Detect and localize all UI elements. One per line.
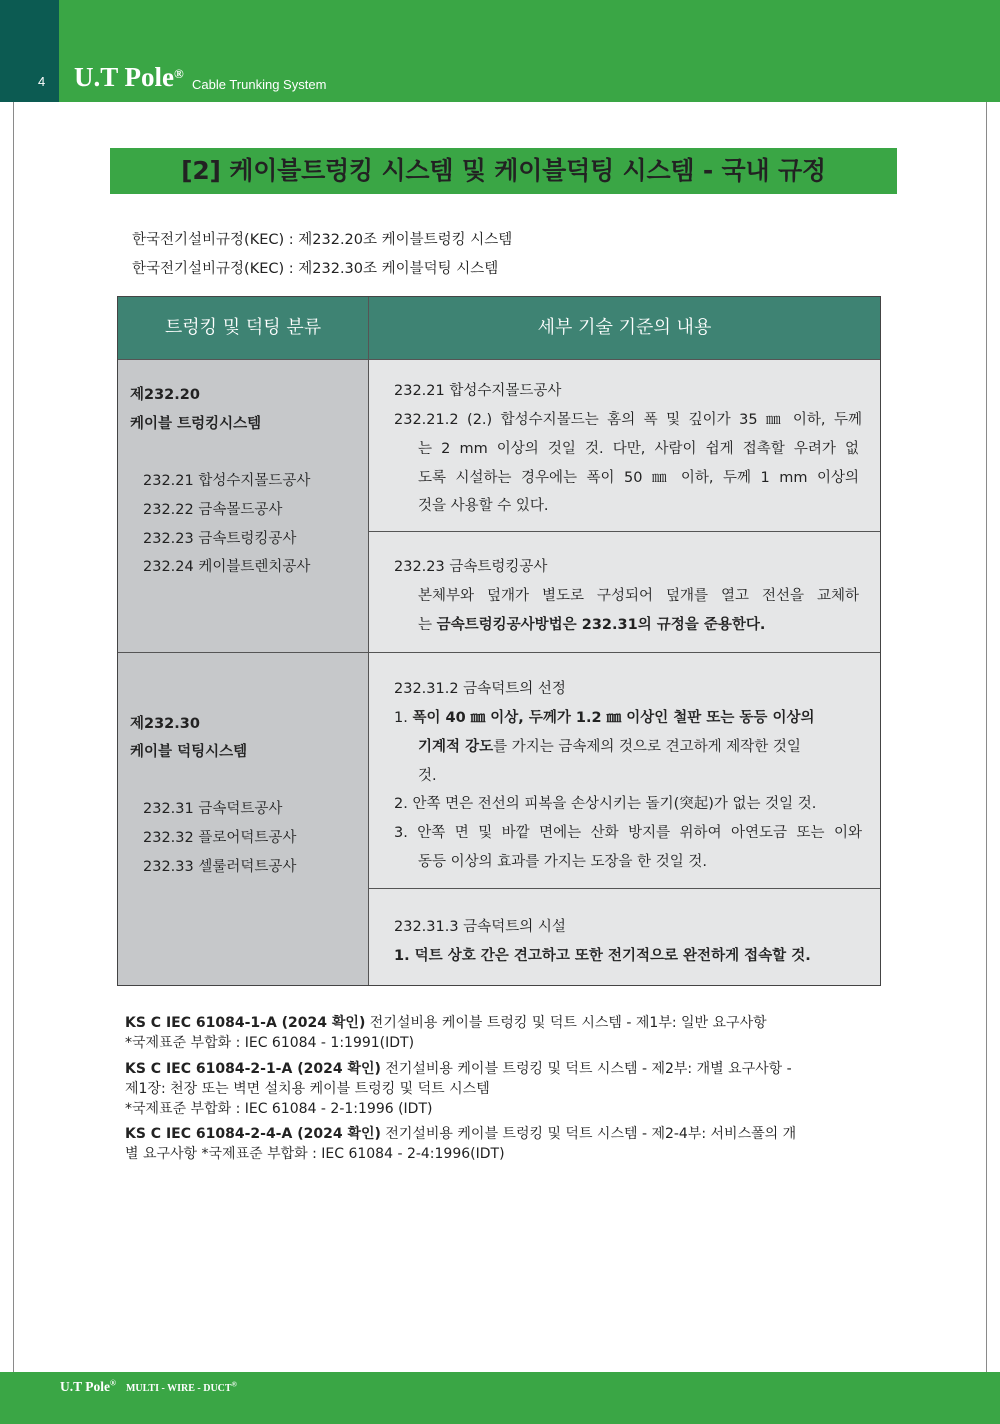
ducting-item: 232.33 셀룰러덕트공사 [143,859,297,875]
reference-code: KS C IEC 61084-2-4-A (2024 확인) [125,1126,381,1142]
detail-line: 2. 안쪽 면은 전선의 피복을 손상시키는 돌기(突起)가 없는 것일 것. [394,796,817,812]
trunking-name: 케이블 트렁킹시스템 [130,416,262,432]
detail-heading: 232.21 합성수지몰드공사 [394,383,562,399]
brand-registered-mark: ® [174,66,184,81]
detail-text: 는 [418,617,437,633]
brand-name: U.T Pole [74,62,174,92]
detail-line [418,735,801,756]
detail-line: 본체부와 덮개가 별도로 구성되어 덮개를 열고 전선을 교체하 [418,588,859,604]
detail-line: 것을 사용할 수 있다. [418,498,549,514]
trunking-item: 232.21 합성수지몰드공사 [143,473,311,489]
standard-reference-2 [125,1058,792,1118]
detail-text: 1. [394,710,413,726]
detail-heading: 232.31.3 금속덕트의 시설 [394,919,566,935]
reference-title: 전기설비용 케이블 트렁킹 및 덕트 시스템 - 제2부: 개별 요구사항 - [380,1061,792,1077]
detail-text: 를 가지는 금속제의 것으로 견고하게 제작한 것일 [493,739,801,755]
detail-line [394,706,815,727]
brand-subtitle: Cable Trunking System [192,77,327,92]
reference-line: 제1장: 천장 또는 벽면 설치용 케이블 트렁킹 및 덕트 시스템 [125,1081,490,1097]
detail-heading: 232.23 금속트렁킹공사 [394,559,548,575]
reference-line [125,1058,792,1078]
trunking-code: 제232.20 [130,387,200,403]
section-title: [2] 케이블트렁킹 시스템 및 케이블덕팅 시스템 - 국내 규정 [181,156,826,185]
detail-line: 232.21.2 (2.) 합성수지몰드는 홈의 폭 및 깊이가 35 ㎜ 이하, 두께 [394,412,862,428]
left-margin-line [13,102,14,1372]
reference-title: 전기설비용 케이블 트렁킹 및 덕트 시스템 - 제2-4부: 서비스폴의 개 [380,1126,797,1142]
brand-logo [74,62,184,93]
intro-line-1: 한국전기설비규정(KEC) : 제232.20조 케이블트렁킹 시스템 [132,232,513,248]
detail-line: 도록 시설하는 경우에는 폭이 50 ㎜ 이하, 두께 1 mm 이상의 [418,470,859,486]
detail-line [418,613,765,634]
reference-code: KS C IEC 61084-2-1-A (2024 확인) [125,1061,381,1077]
footer-tagline [125,1380,237,1394]
detail-line: 는 2 mm 이상의 것일 것. 다만, 사람이 쉽게 접촉할 우려가 없 [418,441,859,457]
trunking-item: 232.22 금속몰드공사 [143,502,283,518]
reference-line [125,1123,796,1143]
detail-line: 3. 안쪽 면 및 바깥 면에는 산화 방지를 위하여 아연도금 또는 이와 [394,825,862,841]
section-title-bar [110,148,897,194]
ducting-detail-cell-2 [369,889,880,985]
footer-tagline-text: MULTI - WIRE - DUCT [125,1383,232,1394]
standard-reference-1 [125,1012,767,1052]
trunking-item: 232.24 케이블트렌치공사 [143,559,311,575]
detail-line: 것. [418,768,437,784]
reference-title: 전기설비용 케이블 트렁킹 및 덕트 시스템 - 제1부: 일반 요구사항 [365,1015,767,1031]
footer-brand [60,1379,116,1394]
ducting-item: 232.32 플로어덕트공사 [143,830,297,846]
trunking-item: 232.23 금속트렁킹공사 [143,531,297,547]
reference-code: KS C IEC 61084-1-A (2024 확인) [125,1015,366,1031]
reference-line: *국제표준 부합화 : IEC 61084 - 2-1:1996 (IDT) [125,1101,433,1117]
detail-line: 동등 이상의 효과를 가지는 도장을 한 것일 것. [418,854,707,870]
reference-line: 별 요구사항 *국제표준 부합화 : IEC 61084 - 2-4:1996(IDT) [125,1146,505,1162]
footer-tagline-mark: ® [231,1380,237,1389]
reference-line: *국제표준 부합화 : IEC 61084 - 1:1991(IDT) [125,1035,415,1051]
regulation-table [117,296,881,986]
page-number: 4 [38,74,46,89]
header-page-tab [0,0,59,102]
detail-emphasis: 기계적 강도 [418,739,494,755]
footer-brand-mark: ® [110,1378,116,1388]
ducting-name: 케이블 덕팅시스템 [130,744,248,760]
table-header-classification: 트렁킹 및 덕팅 분류 [118,297,369,359]
detail-emphasis: 1. 덕트 상호 간은 견고하고 또한 전기적으로 완전하게 접속할 것. [394,948,811,964]
footer-brand-name: U.T Pole [60,1379,110,1394]
footer-brand-block [60,1378,237,1396]
intro-line-2: 한국전기설비규정(KEC) : 제232.30조 케이블덕팅 시스템 [132,261,499,277]
detail-emphasis: 폭이 40 ㎜ 이상, 두께가 1.2 ㎜ 이상인 철판 또는 동등 이상의 [412,710,815,726]
detail-heading: 232.31.2 금속덕트의 선정 [394,681,566,697]
standard-reference-3 [125,1123,796,1163]
ducting-item: 232.31 금속덕트공사 [143,801,283,817]
right-margin-line [986,102,987,1372]
ducting-code: 제232.30 [130,716,200,732]
detail-emphasis: 금속트렁킹공사방법은 232.31의 규정을 준용한다. [436,617,766,633]
table-header-details: 세부 기술 기준의 내용 [369,297,880,359]
reference-line [125,1012,767,1032]
ducting-category-cell [118,653,369,985]
